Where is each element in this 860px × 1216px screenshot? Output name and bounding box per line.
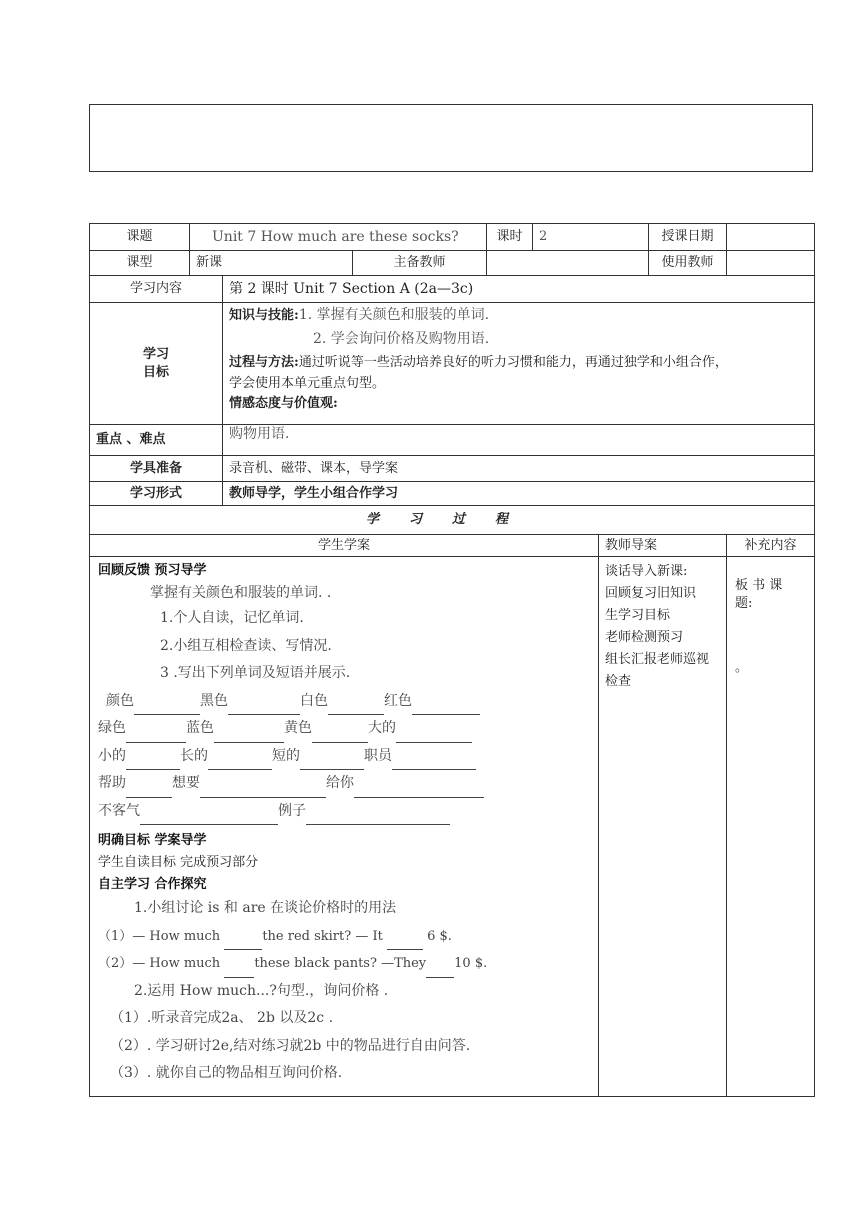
- teacher-line-1: 谈话导入新课:: [605, 564, 688, 579]
- exercise-text: （2）— How much: [98, 956, 225, 971]
- col-teacher-header: 教师导案: [599, 535, 727, 557]
- emotion-label: 情感态度与价值观:: [229, 396, 338, 411]
- word-label: 不客气: [98, 802, 140, 819]
- review-line-2: 1.个人自读，记忆单词.: [160, 610, 304, 626]
- review-line-4: 3 .写出下列单词及短语并展示.: [160, 665, 351, 681]
- exercise-text: 6 $.: [422, 928, 452, 944]
- study-heading: 自主学习 合作探究: [98, 877, 207, 892]
- blank-line[interactable]: [387, 935, 423, 950]
- word-label: 绿色: [98, 720, 126, 736]
- word-row-2: [98, 715, 592, 743]
- blank-line[interactable]: [134, 700, 200, 715]
- exercise-text: these black pants? —They: [254, 956, 427, 971]
- blank-line[interactable]: [354, 783, 484, 798]
- teacher-line-2: 回顾复习旧知识: [605, 586, 697, 601]
- blank-line[interactable]: [200, 783, 326, 798]
- blank-line[interactable]: [392, 755, 476, 770]
- word-label: 白色: [300, 692, 328, 709]
- word-label: 想要: [172, 775, 200, 791]
- word-label: 例子: [278, 802, 306, 819]
- review-line-1: 掌握有关颜色和服装的单词. .: [150, 585, 332, 601]
- type-value: 新课: [190, 251, 353, 276]
- user-teacher-value: [727, 251, 815, 276]
- blank-line[interactable]: [224, 963, 254, 978]
- blank-line[interactable]: [126, 755, 180, 770]
- study-line-5: （1）.听录音完成2a、 2b 以及2c .: [110, 1010, 334, 1026]
- review-line-3: 2.小组互相检查读、写情况.: [160, 637, 332, 654]
- content-label: 学习内容: [90, 276, 223, 303]
- key-points-label: 重点 、难点: [90, 425, 223, 456]
- exercise-text: 10 $.: [454, 956, 488, 971]
- blank-line[interactable]: [306, 810, 450, 825]
- student-section: [90, 557, 599, 1097]
- blank-line[interactable]: [126, 783, 172, 798]
- exercise-text: （1）— How much: [98, 928, 225, 944]
- process-text: 通过听说等一些活动培养良好的听力习惯和能力，再通过独学和小组合作，: [298, 355, 728, 370]
- content-value: 第 2 课时 Unit 7 Section A (2a—3c): [223, 276, 815, 303]
- study-line-2: [98, 923, 592, 951]
- exercise-text: the red skirt? — It: [262, 928, 387, 944]
- process-title: 学习过程: [90, 506, 815, 535]
- form-value: 教师导学，学生小组合作学习: [223, 482, 815, 506]
- word-label: 给你: [326, 775, 354, 791]
- word-label: 长的: [180, 747, 208, 764]
- word-label: 小的: [98, 747, 126, 764]
- word-row-5: [98, 798, 592, 826]
- period-value: 2: [533, 224, 649, 251]
- objectives-label-line2: 目标: [142, 364, 169, 380]
- blank-line[interactable]: [396, 728, 472, 743]
- user-teacher-label: 使用教师: [649, 251, 727, 276]
- objectives-label: [90, 303, 223, 425]
- objectives-label-line1: 学习: [142, 346, 169, 362]
- teacher-line-3: 生学习目标: [605, 608, 671, 623]
- blank-header-box: [89, 104, 813, 172]
- process-label: 过程与方法:: [229, 355, 299, 370]
- word-label: 黑色: [200, 692, 228, 709]
- key-points-value: 购物用语.: [223, 425, 815, 456]
- col-student-header: 学生学案: [90, 535, 599, 557]
- tools-label: 学具准备: [90, 456, 223, 482]
- word-label: 红色: [384, 692, 412, 709]
- form-label: 学习形式: [90, 482, 223, 506]
- word-label: 职员: [364, 747, 392, 764]
- word-label: 短的: [272, 747, 300, 764]
- study-line-4: 2.运用 How much...?句型.，询问价格 .: [134, 982, 389, 999]
- word-row-4: [98, 770, 592, 798]
- date-label: 授课日期: [649, 224, 727, 251]
- word-label: 蓝色: [186, 720, 214, 736]
- blank-line[interactable]: [426, 963, 454, 978]
- word-label: 大的: [368, 720, 396, 736]
- blank-line[interactable]: [228, 700, 300, 715]
- extra-section: [727, 557, 815, 1097]
- word-row-3: [98, 743, 592, 771]
- review-heading: 回顾反馈 预习导学: [98, 563, 207, 578]
- blank-line[interactable]: [140, 810, 278, 825]
- objectives-content: [223, 303, 815, 425]
- type-label: 课型: [90, 251, 190, 276]
- lesson-plan-table: [89, 223, 815, 1097]
- extra-line-2: 题:: [735, 596, 753, 611]
- blank-line[interactable]: [312, 728, 368, 743]
- blank-line[interactable]: [126, 728, 186, 743]
- blank-line[interactable]: [224, 935, 262, 950]
- course-label: 课题: [90, 224, 190, 251]
- blank-line[interactable]: [208, 755, 272, 770]
- lead-teacher-label: 主备教师: [353, 251, 487, 276]
- process-text-2: 学会使用本单元重点句型。: [229, 376, 386, 391]
- period-label: 课时: [487, 224, 533, 251]
- teacher-line-5: 组长汇报老师巡视检查: [605, 652, 710, 689]
- study-line-3: [98, 950, 592, 978]
- goal-heading: 明确目标 学案导学: [98, 833, 207, 848]
- date-value: [727, 224, 815, 251]
- knowledge-label: 知识与技能:: [229, 308, 299, 323]
- blank-line[interactable]: [300, 755, 364, 770]
- word-label: 颜色: [106, 692, 134, 709]
- study-line-1: 1.小组讨论 is 和 are 在谈论价格时的用法: [134, 900, 397, 916]
- course-title: Unit 7 How much are these socks?: [190, 224, 487, 251]
- lesson-plan-sheet: [89, 223, 814, 1097]
- extra-line-3: 。: [735, 660, 749, 675]
- blank-line[interactable]: [328, 700, 384, 715]
- lead-teacher-value: [487, 251, 649, 276]
- knowledge-item-2: 2. 学会询问价格及购物用语.: [313, 331, 490, 347]
- word-label: 黄色: [284, 720, 312, 736]
- col-extra-header: 补充内容: [727, 535, 815, 557]
- tools-value: 录音机、磁带、课本，导学案: [223, 456, 815, 482]
- knowledge-item-1: 1. 掌握有关颜色和服装的单词.: [298, 307, 490, 323]
- word-label: 帮助: [98, 775, 126, 791]
- teacher-line-4: 老师检测预习: [605, 630, 684, 645]
- study-line-6: （2）. 学习研讨2e,结对练习就2b 中的物品进行自由问答.: [110, 1037, 471, 1054]
- blank-line[interactable]: [412, 700, 480, 715]
- word-row-1: [98, 688, 592, 716]
- blank-line[interactable]: [214, 728, 284, 743]
- extra-line-1: 板 书 课: [735, 578, 783, 593]
- teacher-section: [599, 557, 727, 1097]
- study-line-7: （3）. 就你自己的物品相互询问价格.: [110, 1065, 343, 1081]
- goal-line-1: 学生自读目标 完成预习部分: [98, 855, 259, 870]
